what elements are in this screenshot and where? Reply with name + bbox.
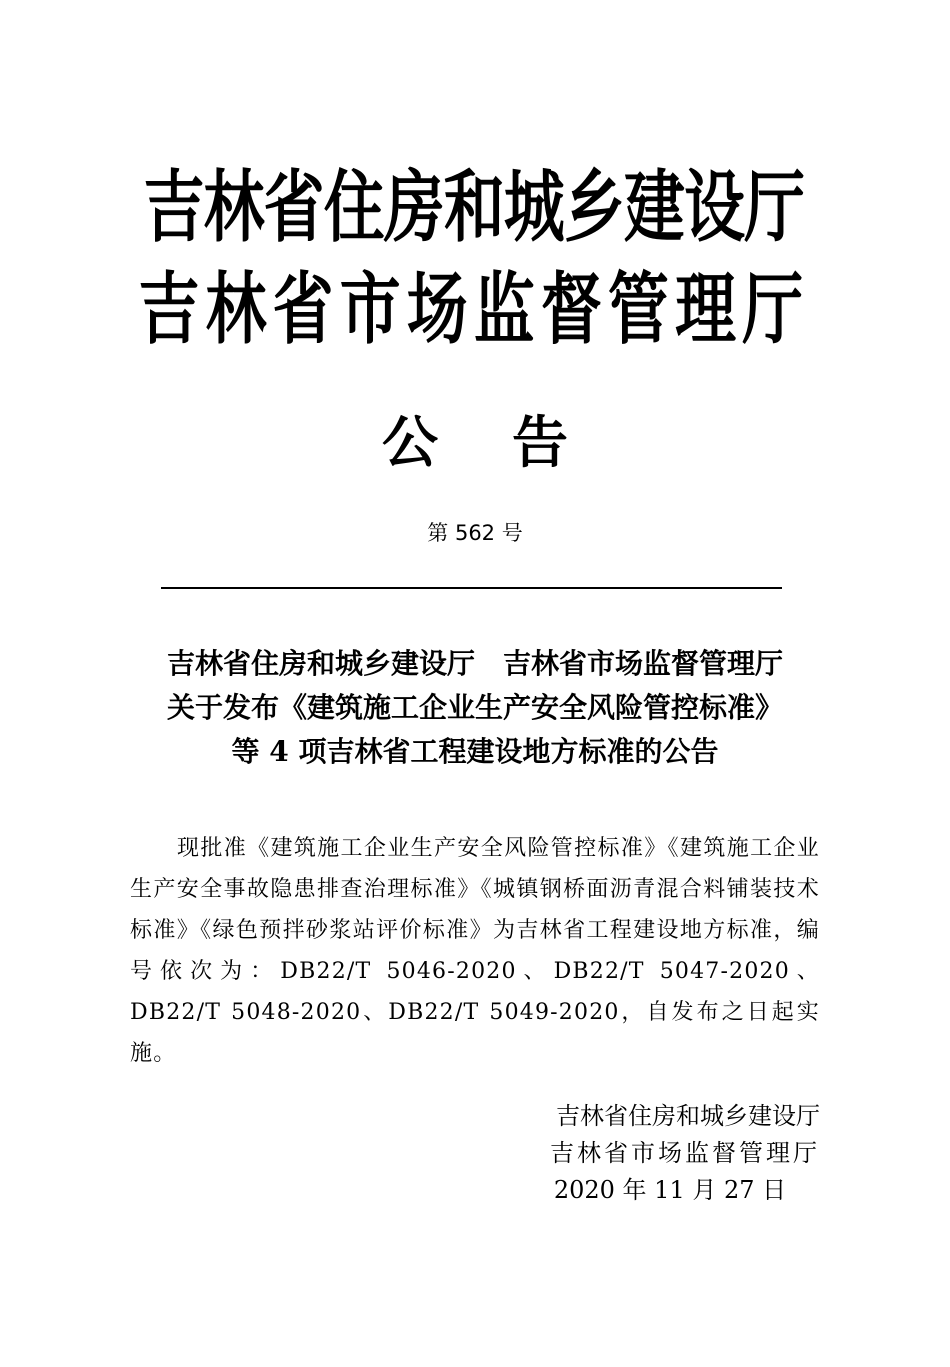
headline-line-2: 关于发布《建筑施工企业生产安全风险管控标准》: [166, 691, 783, 724]
announcement-headline: [100, 642, 850, 774]
document-type-char-1: 公: [382, 410, 438, 476]
document-number: 第 562 号: [427, 521, 523, 545]
headline-line-3: 等 4 项吉林省工程建设地方标准的公告: [231, 735, 719, 768]
signature-issuer-1: 吉林省住房和城乡建设厅: [556, 1102, 820, 1130]
signature-date: 2020 年 11 月 27 日: [553, 1176, 787, 1204]
document-type-heading: [0, 408, 950, 478]
announcement-body-paragraph: 现批准《建筑施工企业生产安全风险管控标准》《建筑施工企业生产安全事故隐患排查治理标准》《城镇钢桥面沥青混合料铺装技术标准》《绿色预拌砂浆站评价标准》为吉林省工程建设地方标准，编号依次为：DB22/T 5046-2020、DB22/T 5047-2020、DB22/T 5048-2020、DB22/T 5049-2020，自发布之日起实施。: [130, 836, 820, 1066]
headline-line-1: 吉林省住房和城乡建设厅 吉林省市场监督管理厅: [166, 647, 783, 680]
document-type-char-2: 告: [512, 410, 568, 476]
signature-issuer-2: 吉林省市场监督管理厅: [550, 1139, 820, 1167]
issuer-title-housing-department: 吉林省住房和城乡建设厅: [143, 163, 805, 253]
issuer-title-market-supervision: 吉林省市场监督管理厅: [138, 265, 810, 355]
signature-block: [490, 1098, 820, 1209]
header-divider-line: [161, 587, 782, 589]
